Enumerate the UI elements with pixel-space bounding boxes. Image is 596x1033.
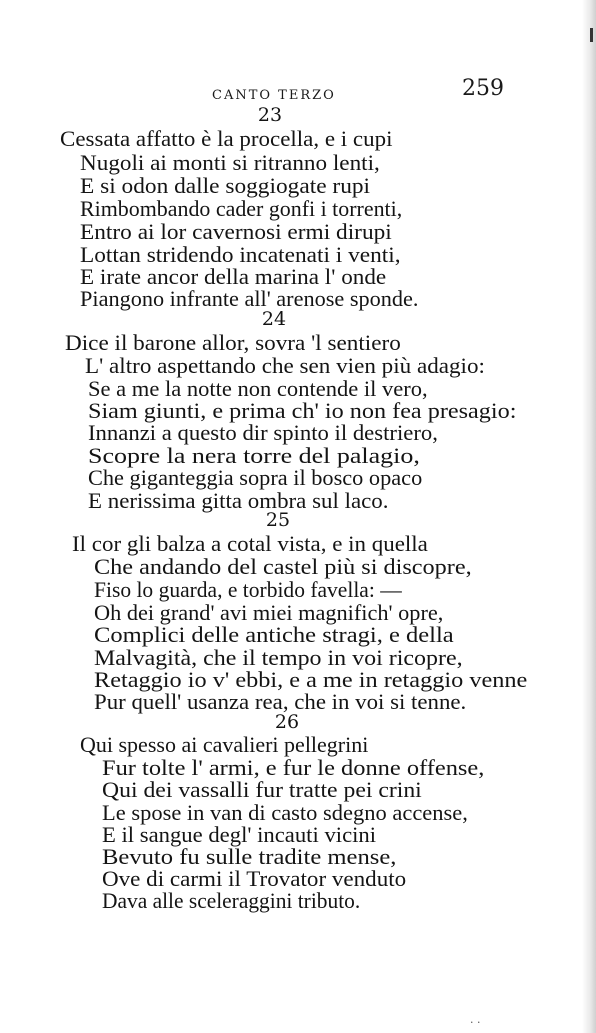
verse-line: Le spose in van di casto sdegno accense,: [102, 800, 468, 825]
stanza-number: 23: [257, 104, 283, 126]
verse-line: Dava alle sceleraggini tributo.: [102, 888, 361, 913]
verse-line: Che giganteggia sopra il bosco opaco: [88, 465, 423, 490]
verse-line: E si odon dalle soggiogate rupi: [80, 173, 371, 198]
verse-line: Piangono infrante all' arenose sponde.: [80, 286, 419, 311]
verse-line: E il sangue degl' incauti vicini: [102, 822, 377, 847]
verse-line: Nugoli ai monti si ritranno lenti,: [80, 150, 380, 175]
verse-line: Cessata affatto è la procella, e i cupi: [60, 126, 393, 151]
verse-line: Oh dei grand' avi miei magnifich' opre,: [94, 600, 444, 625]
verse-line: Malvagità, che il tempo in voi ricopre,: [94, 645, 463, 670]
stanza-number: 24: [261, 308, 287, 330]
verse-line: Fur tolte l' armi, e fur le donne offense,: [102, 755, 485, 780]
verse-line: Il cor gli balza a cotal vista, e in quella: [72, 531, 428, 556]
verse-line: Fiso lo guarda, e torbido favella: —: [94, 577, 402, 602]
verse-line: Scopre la nera torre del palagio,: [88, 443, 420, 468]
verse-line: Complici delle antiche stragi, e della: [94, 622, 454, 647]
verse-line: Retaggio io v' ebbi, e a me in retaggio venne: [94, 667, 528, 692]
verse-line: Bevuto fu sulle tradite mense,: [102, 844, 397, 869]
verse-line: Qui dei vassalli fur tratte pei crini: [102, 777, 422, 802]
verse-line: E nerissima gitta ombra sul laco.: [88, 488, 389, 513]
page-edge-shadow: [582, 0, 596, 1033]
verse-line: Dice il barone allor, sovra 'l sentiero: [65, 330, 401, 355]
verse-line: Innanzi a questo dir spinto il destriero,: [88, 420, 438, 445]
verse-line: Siam giunti, e prima ch' io non fea presagio:: [88, 398, 517, 423]
verse-line: E irate ancor della marina l' onde: [80, 264, 387, 289]
verse-line: Qui spesso ai cavalieri pellegrini: [80, 732, 369, 757]
stanza-number: 25: [265, 509, 291, 531]
page-number: 259: [462, 76, 504, 101]
stanza-number: 26: [274, 711, 300, 733]
verse-line: Entro ai lor cavernosi ermi dirupi: [80, 219, 392, 244]
verse-line: Rimbombando cader gonfi i torrenti,: [80, 196, 403, 221]
page-corner-mark: · ·: [470, 1016, 481, 1029]
verse-line: Pur quell' usanza rea, che in voi si tenne.: [94, 689, 467, 714]
page-edge-mark: [590, 28, 593, 42]
verse-line: L' altro aspettando che sen vien più adagio:: [85, 353, 485, 378]
running-head: CANTO TERZO: [212, 88, 336, 103]
verse-line: Che andando del castel più si discopre,: [94, 554, 472, 579]
verse-line: Lottan stridendo incatenati i venti,: [80, 242, 401, 267]
verse-line: Ove di carmi il Trovator venduto: [102, 866, 407, 891]
verse-line: Se a me la notte non contende il vero,: [88, 376, 428, 401]
